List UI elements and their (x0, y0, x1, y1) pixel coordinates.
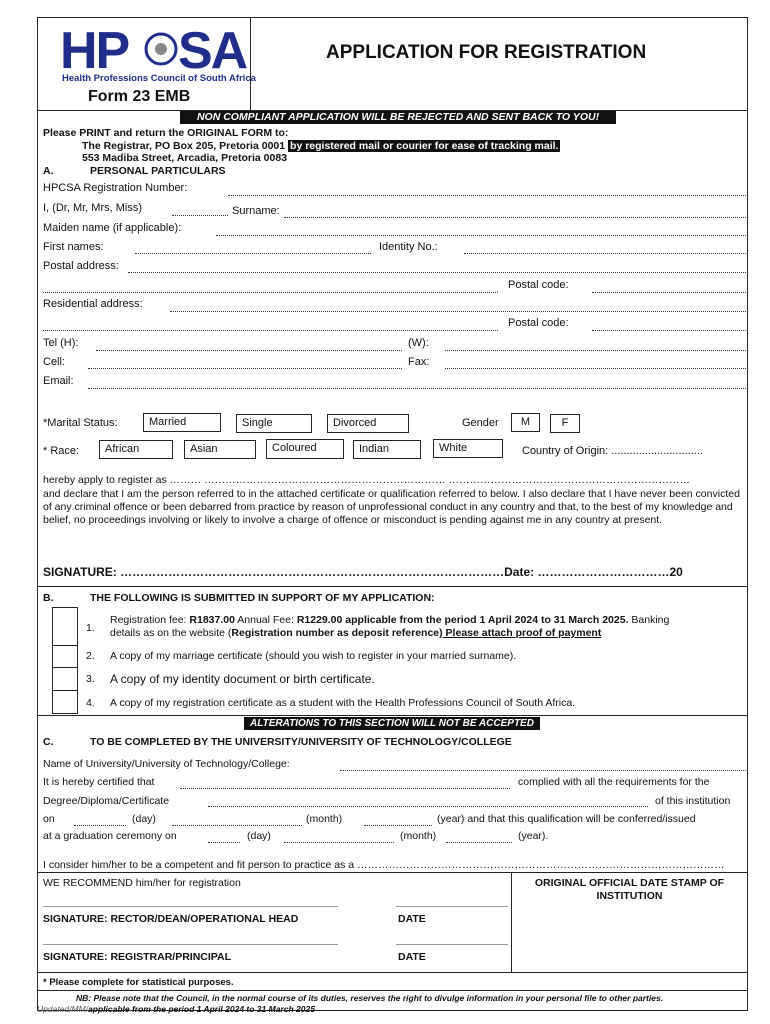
section-a-heading: PERSONAL PARTICULARS (90, 165, 226, 177)
certified-label: It is hereby certified that (43, 776, 155, 788)
residential-field-1[interactable] (170, 311, 746, 312)
gender-m-option[interactable]: M (511, 413, 540, 432)
item-1-number: 1. (86, 622, 95, 634)
cell-label: Cell: (43, 356, 66, 368)
university-label: Name of University/University of Technology/College: (43, 758, 290, 770)
page-title: APPLICATION FOR REGISTRATION (326, 42, 647, 63)
section-b-heading: THE FOLLOWING IS SUBMITTED IN SUPPORT OF MY APPLICATION: (90, 592, 435, 604)
completion-year-field[interactable] (364, 825, 432, 826)
reg-number-field[interactable] (228, 195, 746, 196)
section-b-letter: B. (43, 592, 54, 604)
ceremony-label: at a graduation ceremony on (43, 830, 177, 842)
degree-field[interactable] (208, 806, 648, 807)
banking-details: details as on the website ( (110, 627, 232, 639)
complied-text: complied with all the requirements for the (518, 776, 710, 788)
section-a-letter: A. (43, 165, 54, 177)
ceremony-year-label: (year). (518, 830, 549, 842)
competent-line[interactable]: I consider him/her to be a competent and fit person to practice as a …………………………………………………………………………………………… (43, 859, 725, 871)
surname-label: Surname: (232, 205, 280, 217)
tel-home-field[interactable] (96, 350, 402, 351)
ceremony-day-field[interactable] (208, 842, 240, 843)
identity-field[interactable] (464, 253, 746, 254)
completion-day-field[interactable] (74, 825, 126, 826)
tel-home-label: Tel (H): (43, 337, 79, 349)
postal-code-field[interactable] (592, 292, 746, 293)
race-african-option[interactable]: African (99, 440, 173, 459)
cell-field[interactable] (88, 368, 402, 369)
checkbox-item-2[interactable] (53, 646, 77, 666)
race-asian-option[interactable]: Asian (184, 440, 256, 459)
postal-field-1[interactable] (128, 272, 746, 273)
banking-text: Banking (628, 614, 670, 626)
declaration-text: and declare that I am the person referred to in the attached certificate or qualification referred to below. I also declare that I have never been convicted of any criminal offence or been debarred from practice by reason of unprofessional conduct in any country and that, to the best of my knowledge and belief, no proceedings involving or likely to involve a charge of offence or misconduct is pending against me in any country at present. (43, 488, 740, 526)
country-of-origin[interactable]: Country of Origin: .............................. (522, 445, 703, 457)
item-2-text: A copy of my marriage certificate (should you wish to register in your married surname). (110, 650, 517, 662)
fax-field[interactable] (445, 368, 746, 369)
marital-married-option[interactable]: Married (143, 413, 221, 432)
annual-fee-label: Annual Fee: (234, 614, 297, 626)
email-field[interactable] (88, 388, 746, 389)
email-label: Email: (43, 375, 74, 387)
registrar-po-box: The Registrar, PO Box 205, Pretoria 0001 (82, 140, 286, 152)
item-3-number: 3. (86, 673, 95, 685)
stamp-area[interactable] (512, 873, 747, 971)
day-label: (day) (132, 813, 156, 825)
checkbox-item-3[interactable] (53, 668, 77, 689)
maiden-field[interactable] (216, 235, 746, 236)
on-label: on (43, 813, 55, 825)
institution-text: of this institution (655, 795, 731, 807)
item-2-number: 2. (86, 650, 95, 662)
marital-label: *Marital Status: (43, 417, 118, 429)
surname-field[interactable] (284, 217, 746, 218)
ceremony-year-field[interactable] (446, 842, 512, 843)
applicant-signature[interactable]: SIGNATURE: ……………………………………………………………………………………Date: ……………………………20 (43, 565, 683, 579)
fax-label: Fax: (408, 356, 430, 368)
certified-name-field[interactable] (180, 788, 510, 789)
race-white-option[interactable]: White (433, 439, 503, 458)
item-1-details-line (110, 627, 601, 639)
svg-text:HP: HP (60, 22, 129, 80)
registrar-address (82, 140, 560, 152)
residential-field-2[interactable] (43, 330, 498, 331)
registration-fee: R1837.00 (189, 614, 235, 626)
svg-text:SA: SA (178, 22, 247, 80)
race-coloured-option[interactable]: Coloured (266, 439, 344, 459)
street-address: 553 Madiba Street, Arcadia, Pretoria 0083 (82, 152, 288, 164)
footer-top-rule (37, 972, 748, 973)
deposit-reference: Registration number as deposit reference) (231, 627, 443, 639)
proof-of-payment: Please attach proof of payment (442, 627, 602, 639)
title-label: I, (Dr, Mr, Mrs, Miss) (43, 202, 142, 214)
university-field[interactable] (340, 770, 746, 771)
tel-work-field[interactable] (445, 350, 746, 351)
ceremony-day-label: (day) (247, 830, 271, 842)
date-1-field[interactable] (396, 906, 508, 907)
section-c-heading: TO BE COMPLETED BY THE UNIVERSITY/UNIVERSITY OF TECHNOLOGY/COLLEGE (90, 736, 512, 748)
degree-label: Degree/Diploma/Certificate (43, 795, 170, 807)
header-divider (250, 17, 251, 110)
tel-work-label: (W): (408, 337, 429, 349)
race-indian-option[interactable]: Indian (353, 440, 421, 459)
date-2-label: DATE (398, 951, 426, 963)
rector-signature-field[interactable] (43, 906, 338, 907)
first-names-label: First names: (43, 241, 104, 253)
annual-fee: R1229.00 applicable from the period 1 April 2024 to 31 March 2025. (296, 614, 629, 626)
section-c-top-rule (37, 715, 748, 716)
section-c-letter: C. (43, 736, 54, 748)
title-field[interactable] (172, 215, 228, 216)
postal-code-label: Postal code: (508, 279, 569, 291)
maiden-label: Maiden name (if applicable): (43, 222, 182, 234)
residential-postal-code-field[interactable] (592, 330, 746, 331)
checkbox-item-1[interactable] (53, 608, 77, 644)
completion-month-field[interactable] (172, 825, 302, 826)
nb-top-rule (37, 990, 748, 991)
postal-label: Postal address: (43, 260, 119, 272)
identity-label: Identity No.: (379, 241, 438, 253)
fee-prefix: Registration fee: (110, 614, 190, 626)
stamp-label: ORIGINAL OFFICIAL DATE STAMP OF INSTITUTION (534, 877, 725, 902)
alterations-warning: ALTERATIONS TO THIS SECTION WILL NOT BE ACCEPTED (244, 717, 540, 730)
checkbox-item-4[interactable] (53, 691, 77, 713)
return-instructions: Please PRINT and return the ORIGINAL FORM to: (43, 127, 289, 139)
date-2-field[interactable] (396, 944, 508, 945)
item-3-text: A copy of my identity document or birth certificate. (110, 672, 375, 686)
year-conferred-text: (year) and that this qualification will be conferred/issued (437, 813, 696, 825)
ceremony-month-field[interactable] (284, 842, 394, 843)
gender-f-option[interactable]: F (550, 414, 580, 433)
reg-number-label: HPCSA Registration Number: (43, 182, 188, 194)
non-compliant-warning: NON COMPLIANT APPLICATION WILL BE REJECTED AND SENT BACK TO YOU! (180, 111, 616, 124)
nb-note: NB: Please note that the Council, in the normal course of its duties, reserves the right to divulge information in your personal file to other parties. (76, 993, 664, 1003)
logo-subtitle: Health Professions Council of South Africa (62, 73, 256, 84)
form-name: Form 23 EMB (88, 88, 191, 105)
statistical-note: * Please complete for statistical purposes. (43, 977, 234, 988)
gender-label: Gender (462, 417, 499, 429)
marital-single-option[interactable]: Single (236, 414, 312, 433)
updated-note (37, 1004, 315, 1014)
item-1-fee-line (110, 614, 669, 626)
rector-signature-label: SIGNATURE: RECTOR/DEAN/OPERATIONAL HEAD (43, 913, 299, 925)
registrar-signature-field[interactable] (43, 944, 338, 945)
apply-register-line[interactable]: hereby apply to register as ……… …………………………………………………………… …………………………………………………………… (43, 474, 690, 486)
mail-highlight: by registered mail or courier for ease of tracking mail. (290, 140, 559, 152)
recommend-label: WE RECOMMEND him/her for registration (43, 877, 241, 889)
updated-prefix: Updated/MM/ (37, 1004, 89, 1014)
item-4-number: 4. (86, 697, 95, 709)
postal-field-2[interactable] (43, 292, 498, 293)
section-b-top-rule (37, 586, 748, 587)
registrar-signature-label: SIGNATURE: REGISTRAR/PRINCIPAL (43, 951, 232, 963)
item-4-text: A copy of my registration certificate as a student with the Health Professions Council of South Africa. (110, 697, 576, 709)
date-1-label: DATE (398, 913, 426, 925)
marital-divorced-option[interactable]: Divorced (327, 414, 409, 433)
residential-postal-code-label: Postal code: (508, 317, 569, 329)
first-names-field[interactable] (135, 253, 371, 254)
ceremony-month-label: (month) (400, 830, 437, 842)
month-label: (month) (306, 813, 343, 825)
updated-period: applicable from the period 1 April 2024 to 31 March 2025 (88, 1004, 315, 1014)
residential-label: Residential address: (43, 298, 143, 310)
race-label: * Race: (43, 445, 80, 457)
